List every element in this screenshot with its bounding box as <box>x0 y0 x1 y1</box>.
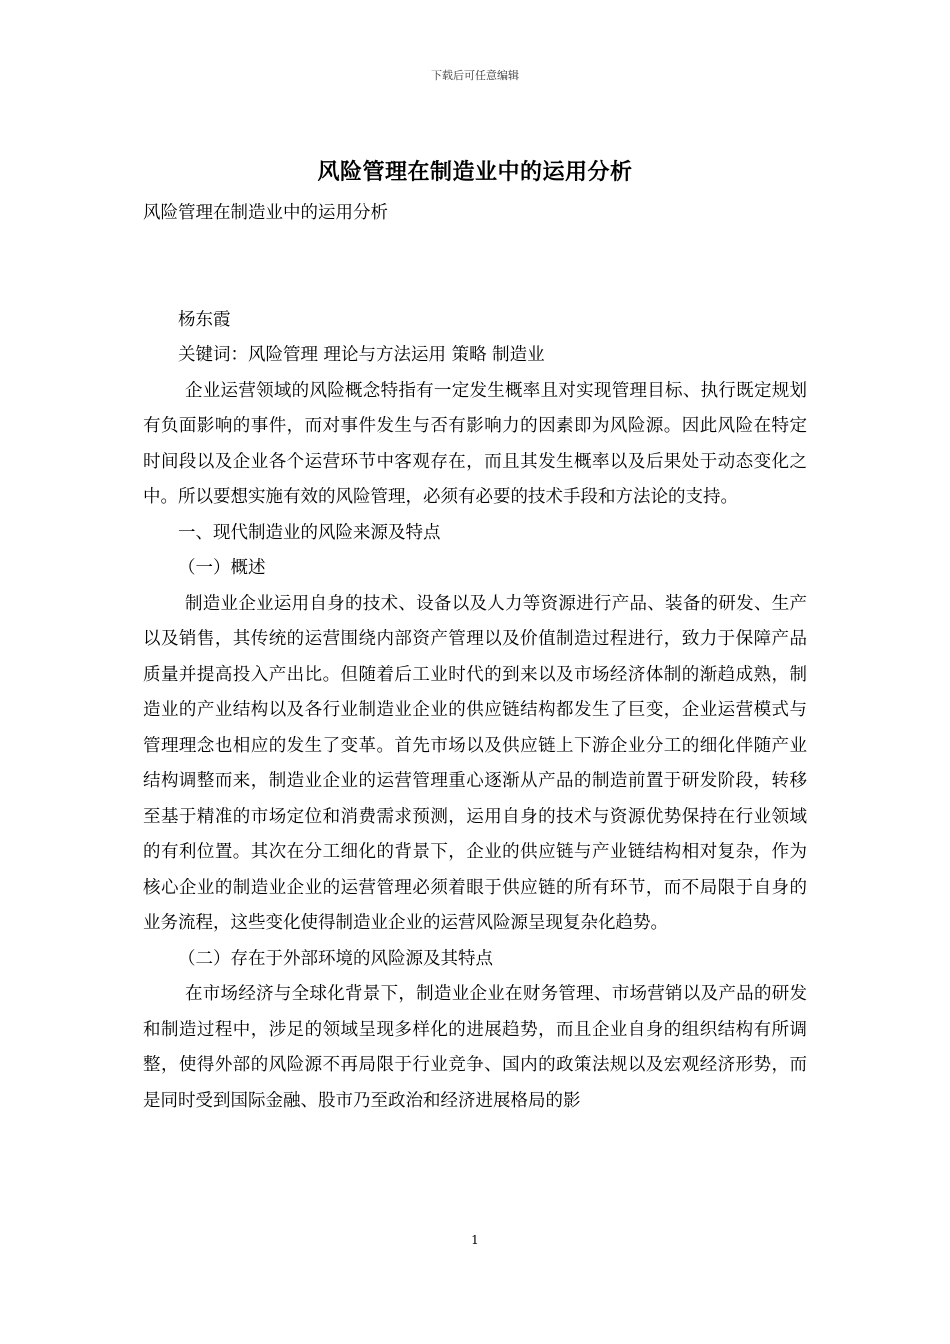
page-number: 1 <box>471 1233 479 1247</box>
subsection-2-paragraph: 在市场经济与全球化背景下，制造业企业在财务管理、市场营销以及产品的研发和制造过程中，涉足的领域呈现多样化的进展趋势，而且企业自身的组织结构有所调整，使得外部的风险源不再局限于行业竞争、国内的政策法规以及宏观经济形势，而是同时受到国际金融、股市乃至政治和经济进展格局的影 <box>143 984 807 1111</box>
document-subtitle: 风险管理在制造业中的运用分析 <box>143 203 388 223</box>
document-body <box>143 196 807 1119</box>
author-line: 杨东霞 <box>178 309 231 330</box>
section-heading-1: 一、现代制造业的风险来源及特点 <box>178 522 441 543</box>
blank-space <box>143 232 807 303</box>
subsection-heading-1: （一）概述 <box>178 558 266 578</box>
document-title: 风险管理在制造业中的运用分析 <box>317 159 633 185</box>
page-header-note: 下载后可任意编辑 <box>431 69 519 82</box>
subsection-heading-2: （二）存在于外部环境的风险源及其特点 <box>178 948 493 969</box>
intro-paragraph: 企业运营领域的风险概念特指有一定发生概率且对实现管理目标、执行既定规划有负面影响的事件，而对事件发生与否有影响力的因素即为风险源。因此风险在特定时间段以及企业各个运营环节中客观存在，而且其发生概率以及后果处于动态变化之中。所以要想实施有效的风险管理，必须有必要的技术手段和方法论的支持。 <box>143 380 807 507</box>
subsection-1-paragraph: 制造业企业运用自身的技术、设备以及人力等资源进行产品、装备的研发、生产以及销售，其传统的运营围绕内部资产管理以及价值制造过程进行，致力于保障产品质量并提高投入产出比。但随着后工业时代的到来以及市场经济体制的渐趋成熟，制造业的产业结构以及各行业制造业企业的供应链结构都发生了巨变，企业运营模式与管理理念也相应的发生了变革。首先市场以及供应链上下游企业分工的细化伴随产业结构调整而来，制造业企业的运营管理重心逐渐从产品的制造前置于研发阶段，转移至基于精准的市场定位和消费需求预测，运用自身的技术与资源优势保持在行业领域的有利位置。其次在分工细化的背景下，企业的供应链与产业链结构相对复杂，作为核心企业的制造业企业的运营管理必须着眼于供应链的所有环节，而不局限于自身的业务流程，这些变化使得制造业企业的运营风险源呈现复杂化趋势。 <box>143 593 807 933</box>
keywords-line: 关键词：风险管理 理论与方法运用 策略 制造业 <box>178 345 545 365</box>
